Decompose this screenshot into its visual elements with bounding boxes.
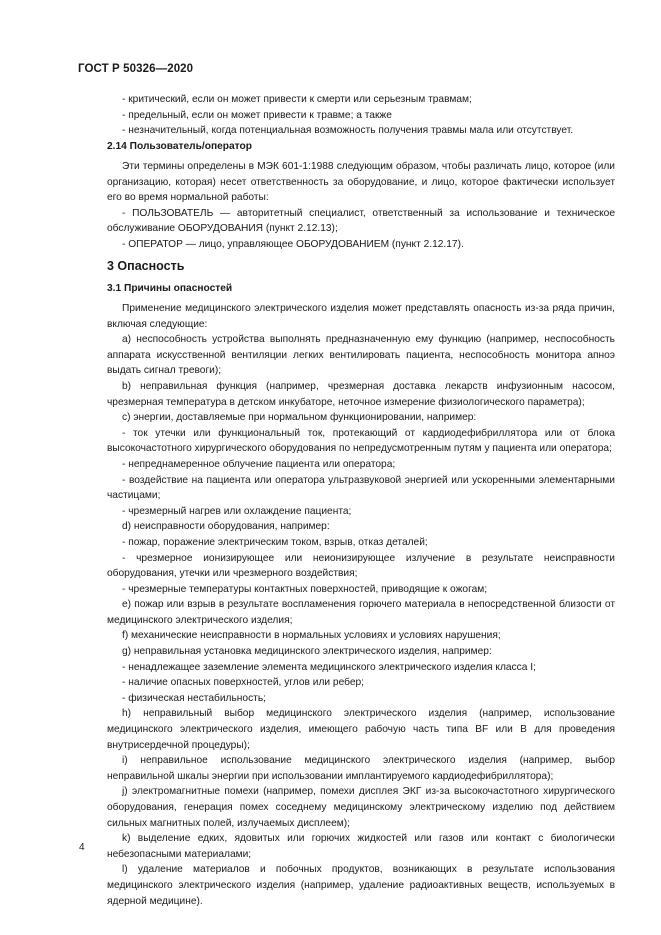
paragraph: - чрезмерное ионизирующее или неионизирующее излучение в результате неисправности оборудования, утечки или чрезмерного воздействия; [107, 552, 615, 580]
paragraph: f) механические неисправности в нормальных условиях и условиях нарушения; [122, 630, 501, 642]
paragraph: - ПОЛЬЗОВАТЕЛЬ — авторитетный специалист, ответственный за использование и техническое обслуживание ОБОРУДОВАНИЯ (пункт 2.12.13); [107, 207, 615, 235]
paragraph: g) неправильная установка медицинского электрического изделия, например: [122, 646, 492, 658]
section-3-1-body [107, 301, 615, 909]
paragraph: - ОПЕРАТОР — лицо, управляющее ОБОРУДОВАНИЕМ (пункт 2.12.17). [122, 238, 464, 250]
list-item: - критический, если он может привести к смерти или серьезным травмам; [122, 94, 472, 105]
paragraph: Применение медицинского электрического изделия может представлять опасность из-за ряда причин, включая следующие: [107, 303, 615, 330]
paragraph: i) неправильное использование медицинского электрического изделия (например, выбор неправильной шкалы энергии при использовании имплантируемого кардиодефибриллятора); [107, 755, 615, 782]
paragraph: - пожар, поражение электрическим током, взрыв, отказ деталей; [122, 536, 428, 548]
paragraph: - воздействие на пациента или оператора ультразвуковой энергией или ускоренными элементарными частицами; [107, 474, 615, 502]
document-code-header: ГОСТ Р 50326—2020 [78, 63, 194, 75]
page-number: 4 [79, 842, 85, 853]
paragraph: - ток утечки или функциональный ток, протекающий от кардиодефибриллятора или от блока высокочастотного хирургического оборудования по непредусмотренным путям у пациента или оператора; [107, 427, 615, 455]
paragraph: - непреднамеренное облучение пациента или оператора; [122, 458, 396, 470]
section-heading-3: 3 Опасность [107, 259, 185, 273]
paragraph: - чрезмерный нагрев или охлаждение пациента; [122, 505, 352, 517]
paragraph: d) неисправности оборудования, например: [122, 521, 330, 533]
section-heading-3-1: 3.1 Причины опасностей [107, 283, 233, 294]
paragraph: с) энергии, доставляемые при нормальном функционировании, например: [122, 412, 477, 424]
paragraph: - чрезмерные температуры контактных поверхностей, приводящие к ожогам; [122, 583, 488, 595]
paragraph: - ненадлежащее заземление элемента медицинского электрического изделия класса I; [122, 661, 536, 673]
paragraph: е) пожар или взрыв в результате воспламенения горючего материала в непосредственной близости от медицинского электрического изделия; [107, 599, 615, 626]
section-heading-2-14: 2.14 Пользователь/оператор [107, 141, 252, 152]
paragraph: j) электромагнитные помехи (например, помехи дисплея ЭКГ из-за высокочастотного хирургического оборудования, генерация помех соседнему медицинскому электрическому изделию под действием сильных магнитных полей, излучаемых дисплеем); [107, 786, 615, 829]
paragraph: k) выделение едких, ядовитых или горючих жидкостей или газов или контакт с биологически небезопасными материалами; [107, 833, 615, 860]
paragraph: Эти термины определены в МЭК 601-1:1988 следующим образом, чтобы различать лицо, которое (или организацию, которая) несет ответственность за оборудование, и лицо, которое фактически использует его во время нормальной работы: [107, 161, 615, 204]
paragraph: h) неправильный выбор медицинского электрического изделия (например, использование медицинского электрического изделия, имеющего рабочую часть типа BF или В для проведения внутрисердечной процедуры); [107, 708, 615, 751]
list-item: - предельный, если он может привести к травме; а также [122, 109, 392, 121]
section-2-14-body [107, 159, 615, 253]
list-item: - незначительный, когда потенциальная возможность получения травмы мала или отсутствует. [122, 125, 574, 137]
paragraph: а) неспособность устройства выполнять предназначенную ему функцию (например, неспособность аппарата искусственной вентиляции легких вентилировать пациента, неспособность монитора апноэ выдать сигнал тревоги); [107, 334, 615, 377]
paragraph: l) удаление материалов и побочных продуктов, возникающих в результате использования медицинского электрического изделия (например, удаление радиоактивных веществ, используемых в ядерной медицине). [107, 864, 615, 907]
severity-list [107, 92, 615, 139]
paragraph: - физическая нестабильность; [122, 692, 266, 704]
paragraph: b) неправильная функция (например, чрезмерная доставка лекарств инфузионным насосом, чрезмерная температура в детском инкубаторе, неточное измерение физиологического параметра); [107, 380, 615, 408]
paragraph: - наличие опасных поверхностей, углов или ребер; [122, 677, 365, 689]
